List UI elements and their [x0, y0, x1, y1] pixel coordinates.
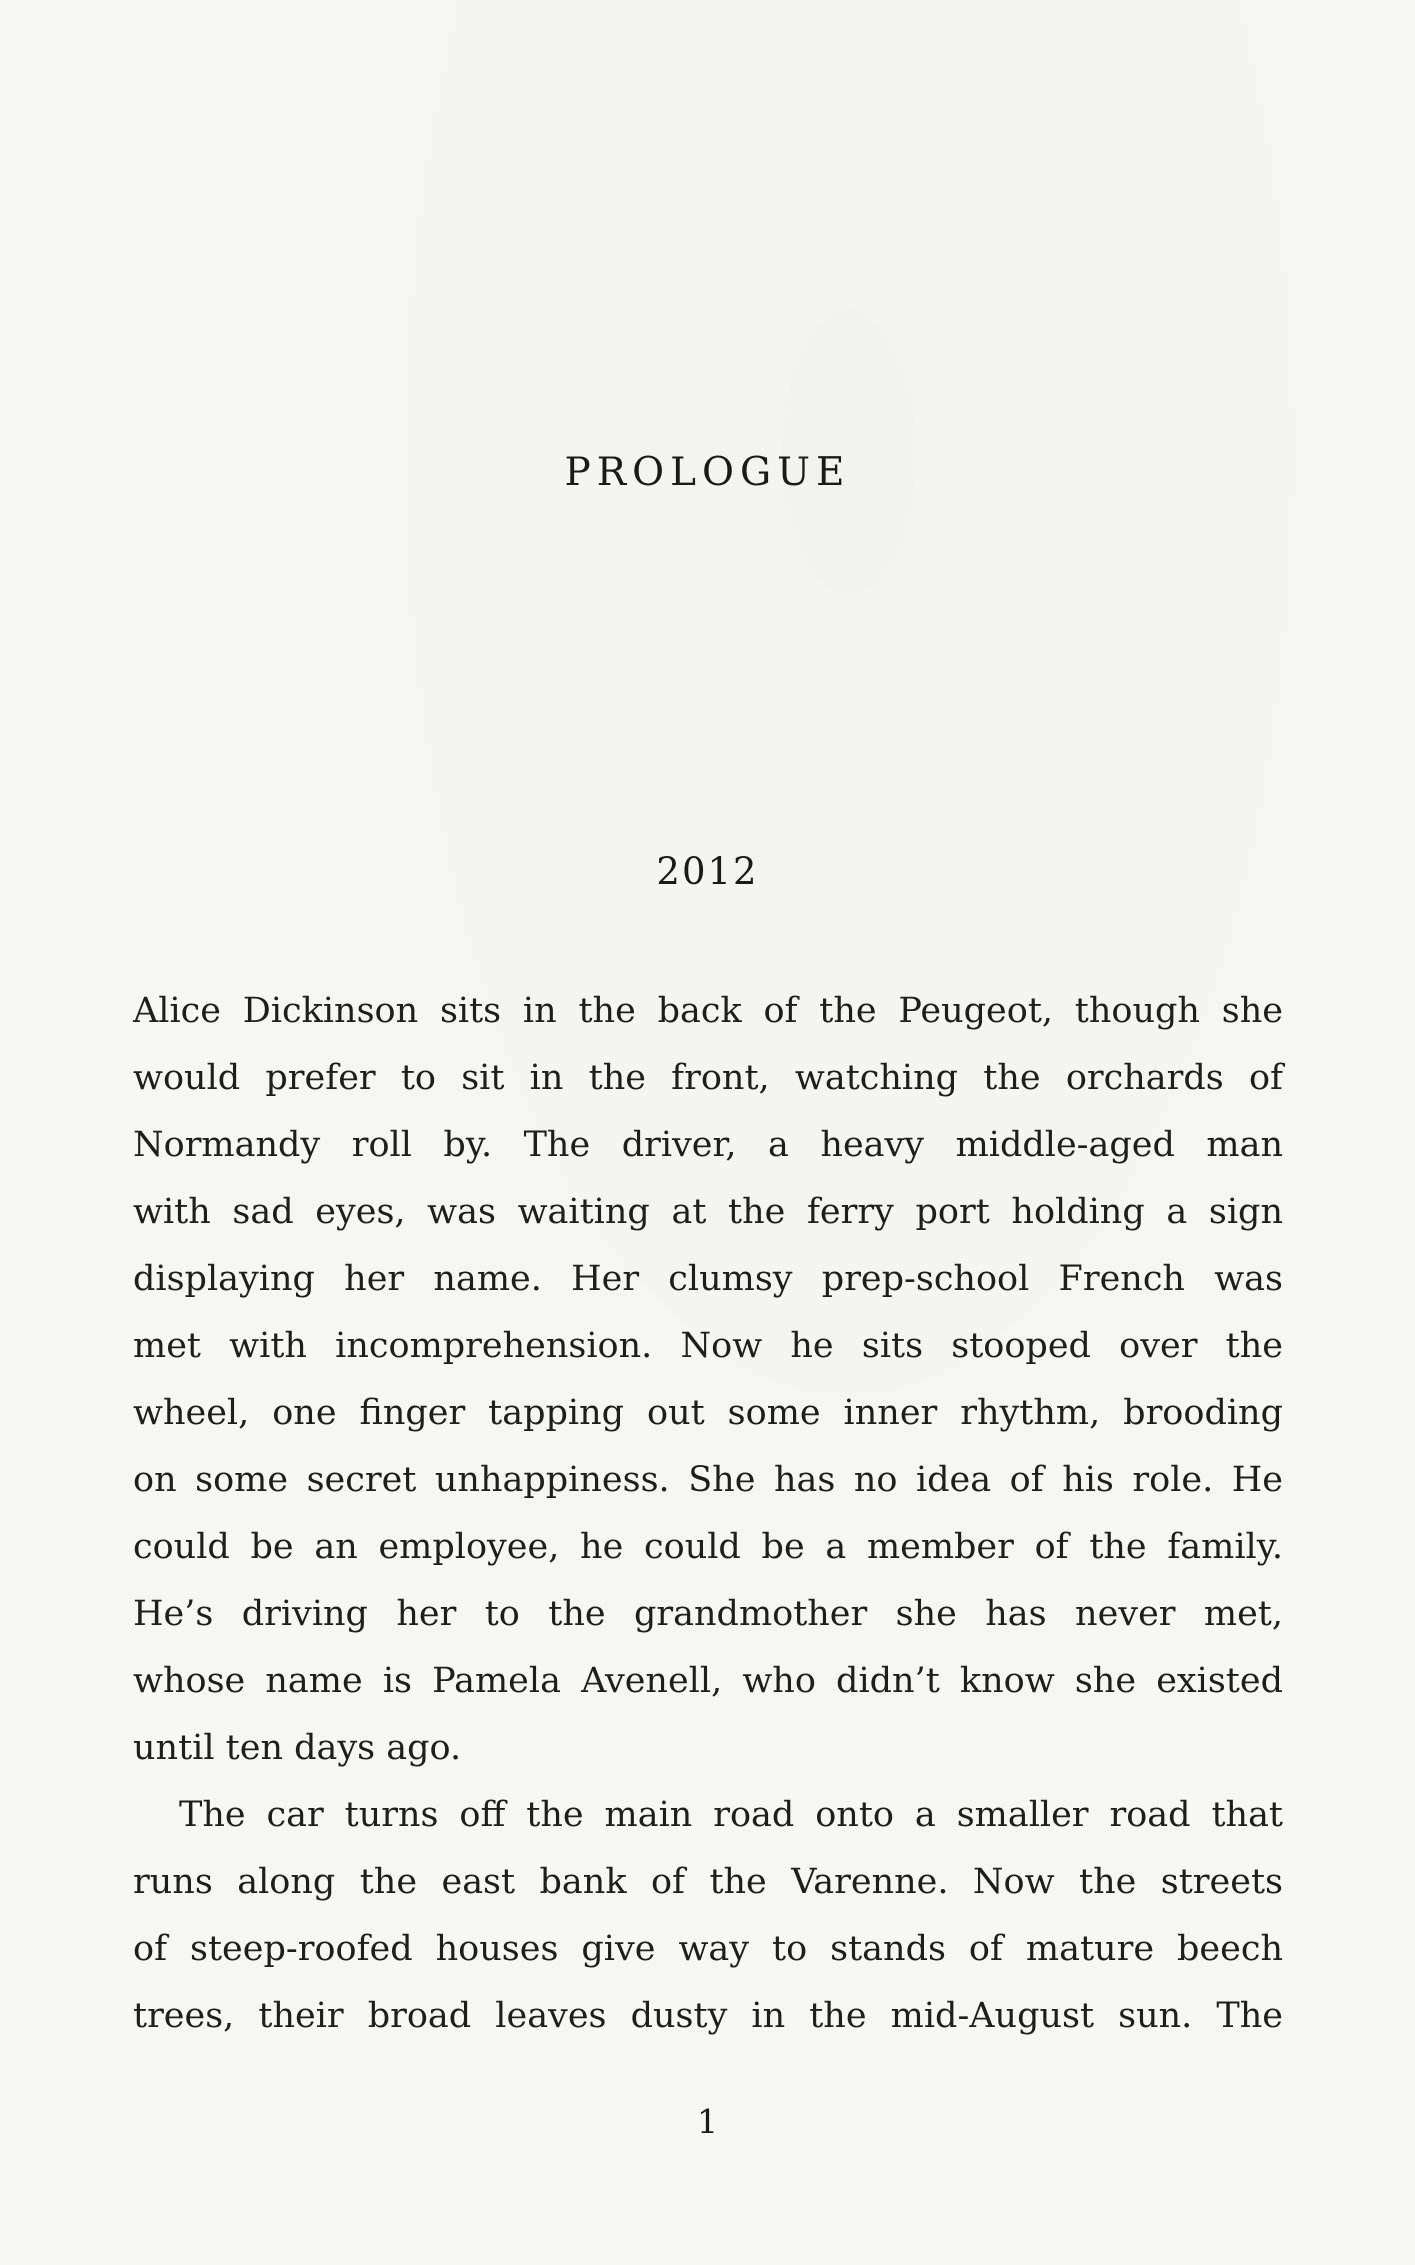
paragraph-2 — [133, 1782, 1283, 2050]
text-line: trees, their broad leaves dusty in the mid-August sun. The — [133, 1996, 1283, 2036]
text-line: on some secret unhappiness. She has no idea of his role. He — [133, 1460, 1283, 1500]
paragraph-1 — [133, 978, 1283, 1782]
text-line: runs along the east bank of the Varenne. Now the streets — [133, 1862, 1283, 1902]
chapter-title: PROLOGUE — [564, 450, 851, 495]
body-text — [133, 978, 1283, 2050]
text-line: until ten days ago. — [133, 1728, 462, 1768]
text-line: of steep-roofed houses give way to stands of mature beech — [133, 1929, 1283, 1969]
chapter-year: 2012 — [656, 850, 759, 893]
page-number: 1 — [697, 2102, 718, 2141]
text-line: wheel, one finger tapping out some inner rhythm, brooding — [133, 1393, 1283, 1433]
text-line: whose name is Pamela Avenell, who didn’t know she existed — [133, 1661, 1283, 1701]
text-line: could be an employee, he could be a member of the family. — [133, 1527, 1283, 1567]
text-line: Normandy roll by. The driver, a heavy middle-aged man — [133, 1125, 1283, 1165]
text-line: displaying her name. Her clumsy prep-school French was — [133, 1259, 1283, 1299]
text-line: Alice Dickinson sits in the back of the Peugeot, though she — [133, 991, 1283, 1031]
text-line: The car turns off the main road onto a smaller road that — [179, 1795, 1283, 1835]
text-line: He’s driving her to the grandmother she has never met, — [133, 1594, 1283, 1634]
text-line: with sad eyes, was waiting at the ferry port holding a sign — [133, 1192, 1283, 1232]
text-line: would prefer to sit in the front, watching the orchards of — [133, 1058, 1283, 1098]
text-line: met with incomprehension. Now he sits stooped over the — [133, 1326, 1283, 1366]
